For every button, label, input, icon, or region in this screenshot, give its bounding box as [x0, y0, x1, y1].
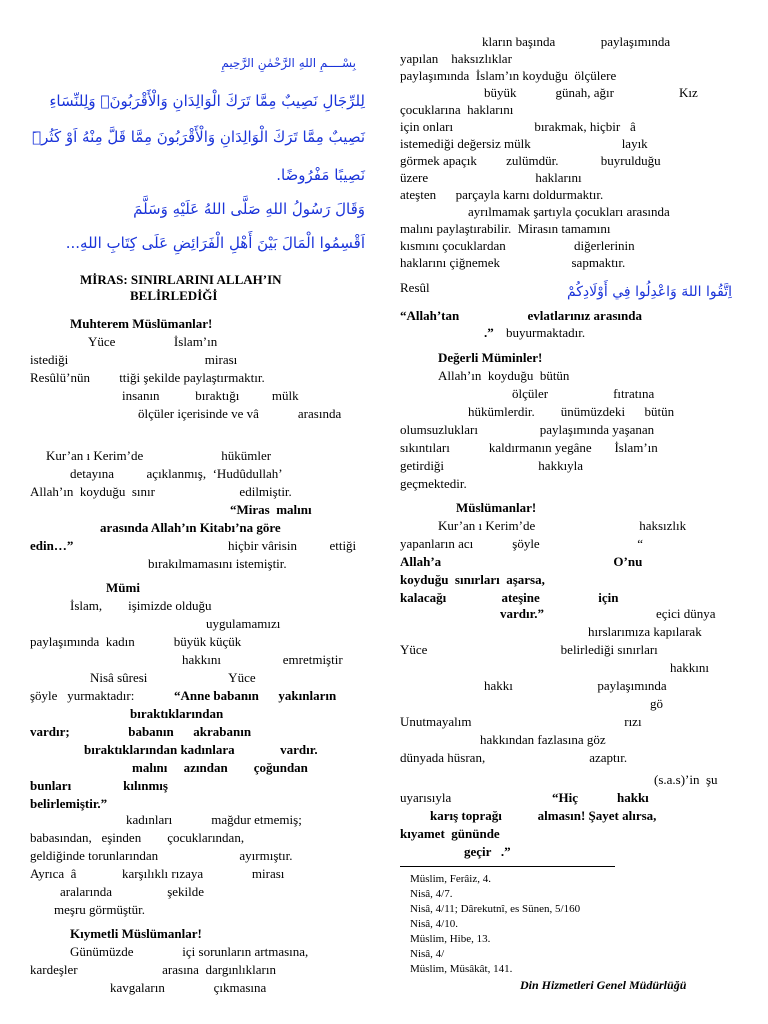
- text-line: paylaşımında kadın büyük küçük: [30, 634, 242, 649]
- text-line: Allah’ın koyduğu sınır edilmiştir.: [30, 484, 292, 499]
- text-line: vardır; babanın akrabanın: [30, 724, 252, 739]
- text-line: (s.a.s)’in şu: [654, 772, 718, 787]
- text-line: “Miras malını: [230, 502, 312, 517]
- text-line: hükümlerdir. ünümüzdeki bütün: [468, 404, 675, 419]
- text-line: hakkı paylaşımında: [484, 678, 667, 693]
- text-line: üzere haklarını: [400, 170, 582, 185]
- text-line: dünyada hüsran, azaptır.: [400, 750, 628, 765]
- text-line: Nisâ sûresi Yüce: [90, 670, 256, 685]
- footnote-item: Müslim, Hibe, 13.: [410, 933, 491, 945]
- text-line: Günümüzde içi sorunların artmasına,: [70, 944, 309, 959]
- footnote-item: Nisâ, 4/11; Dârekutnî, es Sünen, 5/160: [410, 903, 581, 915]
- text-line: Kur’an ı Kerim’de hükümler: [46, 448, 272, 463]
- text-line: çocuklarına haklarını: [400, 102, 514, 117]
- bismillah-header: بِسْــــمِ اللهِ الرَّحْمٰنِ الرَّحِيمِ: [221, 56, 356, 70]
- text-line: buyurmaktadır.: [506, 325, 586, 340]
- hadith-line-1: وَقَالَ رَسُولُ اللهِ صَلَّى اللهُ عَلَيْهِ وَسَلَّمَ: [133, 200, 365, 218]
- text-line: ateşten parçayla karnı doldurmaktır.: [400, 187, 604, 202]
- text-line: görmek apaçık zulümdür. buyrulduğu: [400, 153, 661, 168]
- text-line: Kur’an ı Kerim’de haksızlık: [438, 518, 687, 533]
- text-line: kardeşler arasına dargınlıkların: [30, 962, 276, 977]
- text-line: Yüce belirlediği sınırları: [400, 642, 658, 657]
- text-line: sıkıntıları kaldırmanın yegâne İslam’ın: [400, 440, 658, 455]
- text-line: paylaşımında İslam’ın koyduğu ölçülere: [400, 68, 617, 83]
- right-column: [400, 0, 732, 1024]
- hadith-line-2: اَقْسِمُوا الْمَالَ بَيْنَ أَهْلِ الْفَرَائِضِ عَلَى كِتَابِ اللهِ...: [65, 234, 365, 252]
- text-line: “Anne babanın yakınların: [174, 688, 337, 703]
- text-line: Allah’a O’nu: [400, 554, 643, 569]
- text-line: eçici dünya: [656, 606, 716, 621]
- text-line: Allah’ın koyduğu bütün: [438, 368, 570, 383]
- footnote-item: Nisâ, 4/7.: [410, 888, 453, 900]
- ayah-line-1: لِلرِّجَالِ نَصِيبٌ مِمَّا تَرَكَ الْوَالِدَانِ وَالْأَقْرَبُونَۖ وَلِلنِّسَاءِ: [49, 92, 365, 110]
- text-line: “Hiç hakkı: [552, 790, 649, 805]
- text-line: kavgaların çıkmasına: [110, 980, 267, 995]
- text-line: kısmını çocuklardan diğerlerinin: [400, 238, 635, 253]
- text-line: aralarında şekilde: [60, 884, 205, 899]
- text-line: detayına açıklanmış, ‘Hudûdullah’: [70, 466, 283, 481]
- text-line: arasında Allah’ın Kitabı’na göre: [100, 520, 281, 535]
- footnote-separator: [400, 866, 615, 867]
- text-line: Resûlü’nün ttiği şekilde paylaştırmaktır.: [30, 370, 265, 385]
- text-line: .”: [484, 325, 494, 340]
- text-line: meşru görmüştür.: [54, 902, 145, 917]
- text-line: hakkını: [670, 660, 709, 675]
- right-inline-hadith: اِتَّقُوا اللهَ وَاعْدِلُوا فِي أَوْلَادِكُمْ: [566, 284, 732, 300]
- ayah-line-3: نَصِيبًا مَفْرُوضًا.: [276, 166, 365, 184]
- text-line: geçir .”: [464, 844, 511, 859]
- text-line: belirlemiştir.”: [30, 796, 108, 811]
- text-line: hırslarımıza kapılarak: [588, 624, 702, 639]
- text-line: ölçüler içerisinde ve vâ arasında: [138, 406, 342, 421]
- text-line: için onları bırakmak, hiçbir â: [400, 119, 636, 134]
- ayah-line-2: نَصِيبٌ مِمَّا تَرَكَ الْوَالِدَانِ وَالْأَقْرَبُونَ مِمَّا قَلَّ مِنْهُ اَوْ كَثُرَۜ: [32, 128, 365, 146]
- text-line: bırakılmamasını istemiştir.: [148, 556, 287, 571]
- text-line: gö: [650, 696, 663, 711]
- text-line: koyduğu sınırları aşarsa,: [400, 572, 545, 587]
- text-line: Değerli Müminler!: [438, 350, 543, 365]
- text-line: kıyamet gününde: [400, 826, 500, 841]
- text-line: babasından, eşinden çocuklarından,: [30, 830, 245, 845]
- publisher-footer: Din Hizmetleri Genel Müdürlüğü: [520, 978, 687, 992]
- text-line: uyarısıyla: [400, 790, 452, 805]
- text-line: bıraktıklarından: [130, 706, 224, 721]
- text-line: istediği mirası: [30, 352, 238, 367]
- text-line: kalacağı ateşine için: [400, 590, 619, 605]
- left-column: [30, 0, 365, 1024]
- text-line: getirdiği hakkıyla: [400, 458, 584, 473]
- text-line: malını paylaştırabilir. Mirasın tamamını: [400, 221, 611, 236]
- text-line: haklarını çiğnemek sapmaktır.: [400, 255, 626, 270]
- text-line: Mümi: [106, 580, 140, 595]
- text-line: kların başında paylaşımında: [482, 34, 671, 49]
- text-line: Resûl: [400, 280, 430, 295]
- text-line: vardır.”: [500, 606, 544, 621]
- text-line: yapanların acı şöyle “: [400, 536, 643, 551]
- text-line: “Allah’tan evlatlarınız arasında: [400, 308, 642, 323]
- text-line: edin…”: [30, 538, 74, 553]
- text-line: İslam, işimizde olduğu: [70, 598, 212, 613]
- text-line: Müslümanlar!: [456, 500, 537, 515]
- text-line: malını azından çoğundan: [132, 760, 308, 775]
- footnote-item: Müslim, Müsâkât, 141.: [410, 963, 513, 975]
- footnote-item: Müslim, Ferâiz, 4.: [410, 873, 491, 885]
- text-line: uygulamamızı: [206, 616, 281, 631]
- text-line: yapılan haksızlıklar: [400, 51, 512, 66]
- text-line: Ayrıca â karşılıklı rızaya mirası: [30, 866, 285, 881]
- text-line: hiçbir vârisin ettiği: [228, 538, 357, 553]
- text-line: şöyle yurmaktadır:: [30, 688, 135, 703]
- text-line: geldiğinde torunlarından ayırmıştır.: [30, 848, 293, 863]
- sermon-title-line-2: BELİRLEDİĞİ: [130, 288, 218, 303]
- text-line: hakkını emretmiştir: [182, 652, 343, 667]
- sermon-title-line-1: MİRAS: SINIRLARINI ALLAH’IN: [80, 272, 282, 287]
- text-line: kadınları mağdur etmemiş;: [126, 812, 302, 827]
- footnote-item: Nisâ, 4/: [410, 948, 445, 960]
- text-line: Unutmayalım rızı: [400, 714, 642, 729]
- text-line: ayrılmamak şartıyla çocukları arasında: [468, 204, 670, 219]
- text-line: hakkından fazlasına göz: [480, 732, 606, 747]
- text-line: bunları kılınmış: [30, 778, 168, 793]
- text-line: büyük günah, ağır Kız: [484, 85, 698, 100]
- text-line: Kıymetli Müslümanlar!: [70, 926, 202, 941]
- footnote-item: Nisâ, 4/10.: [410, 918, 458, 930]
- text-line: Muhterem Müslümanlar!: [70, 316, 213, 331]
- text-line: ölçüler fıtratına: [512, 386, 655, 401]
- text-line: karış toprağı almasın! Şayet alırsa,: [430, 808, 657, 823]
- text-line: geçmektedir.: [400, 476, 467, 491]
- text-line: istemediği değersiz mülk layık: [400, 136, 648, 151]
- text-line: insanın bıraktığı mülk: [122, 388, 299, 403]
- text-line: Yüce İslam’ın: [88, 334, 218, 349]
- text-line: bıraktıklarından kadınlara vardır.: [84, 742, 318, 757]
- text-line: olumsuzlukları paylaşımında yaşanan: [400, 422, 655, 437]
